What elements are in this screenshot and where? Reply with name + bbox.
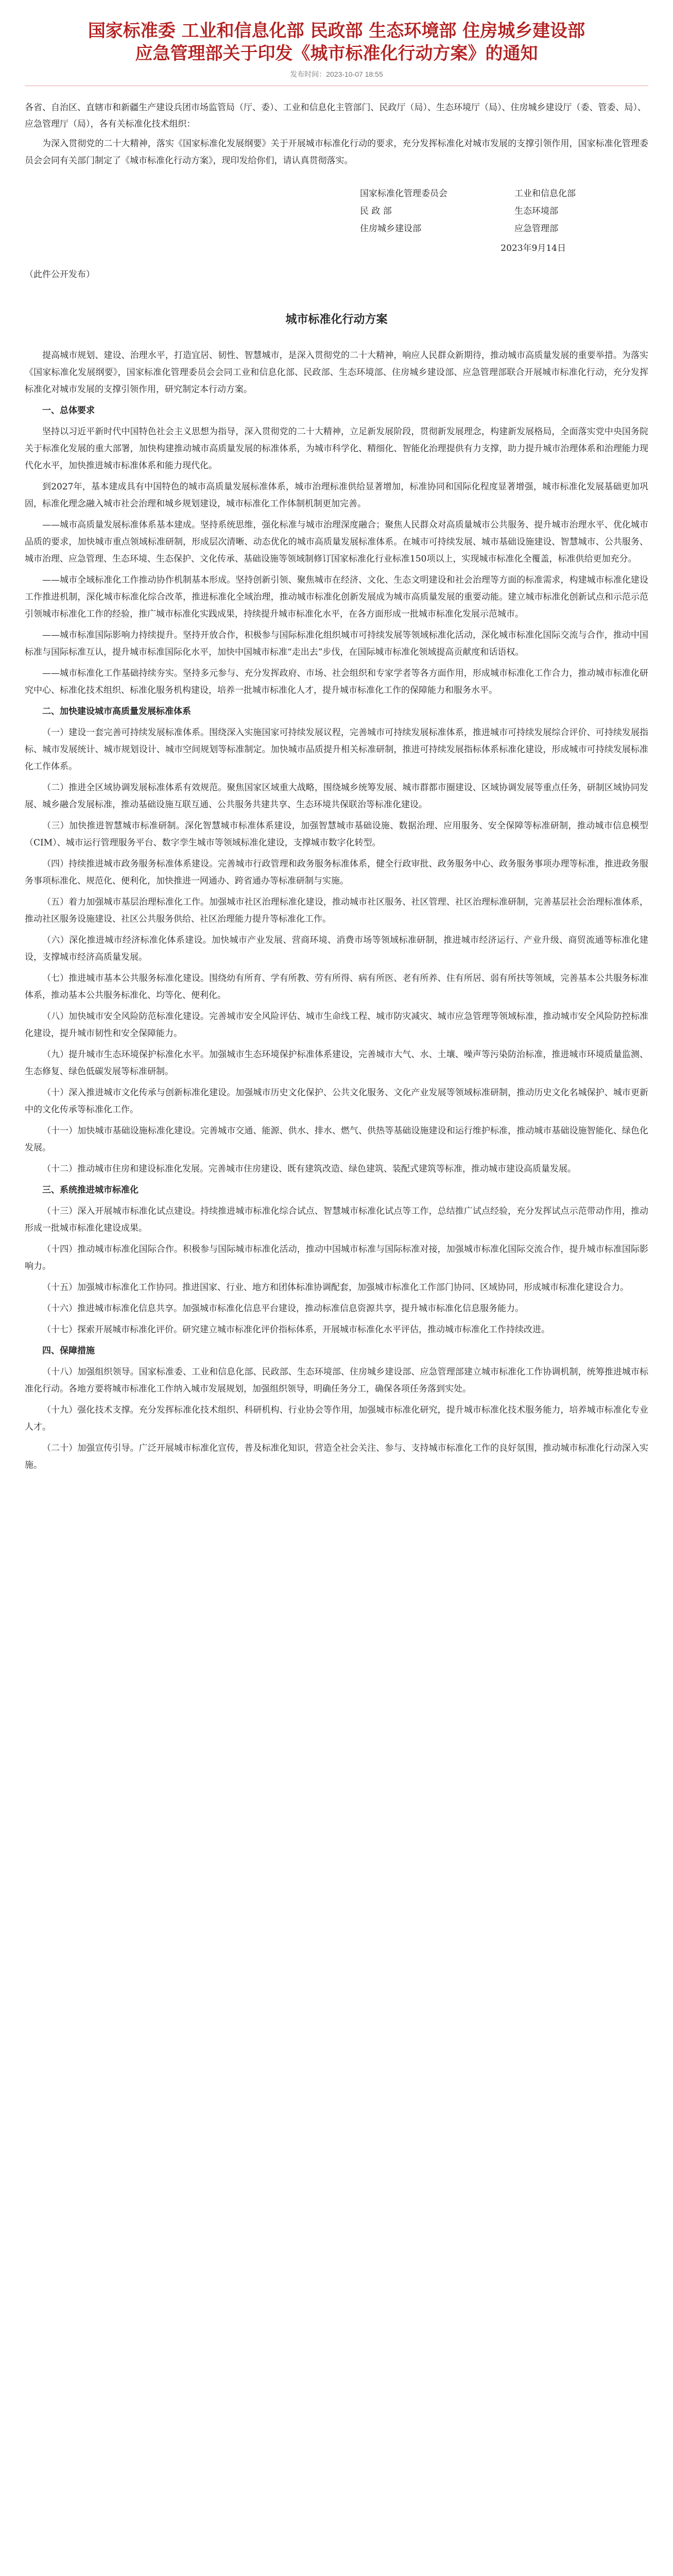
body-paragraph: （二十）加强宣传引导。广泛开展城市标准化宣传，普及标准化知识，营造全社会关注、参与、支持城市标准化工作的良好氛围，推动城市标准化行动深入实施。 (25, 1443, 648, 1470)
body-paragraph: ——城市标准化工作基础持续夯实。坚持多元参与、充分发挥政府、市场、社会组织和专家学者等各方面作用，形成城市标准化工作合力，推动城市标准化研究中心、标准化技术组织、标准化服务机构建设，培养一批城市标准化人才，提升城市标准化工作的保障能力和服务水平。 (25, 668, 648, 696)
body-paragraph: 到2027年，基本建成具有中国特色的城市高质量发展标准体系，城市治理标准供给显著增加，标准协同和国际化程度显著增强，城市标准化发展基础更加巩固，标准化理念融入城市社会治理和城乡规划建设，城市标准化工作体制机制更加完善。 (25, 482, 648, 509)
recipients: 各省、自治区、直辖市和新疆生产建设兵团市场监管局（厅、委）、工业和信息化主管部门、民政厅（局）、生态环境厅（局）、住房城乡建设厅（委、管委、局）、应急管理厅（局），各有关标准化技术组织： (25, 103, 646, 129)
document-title: 城市标准化行动方案 (285, 313, 388, 326)
body-paragraph: （八）加快城市安全风险防范标准化建设。完善城市安全风险评估、城市生命线工程、城市防灾减灾、城市应急管理等领域标准，推动城市安全风险防控标准化建设，提升城市韧性和安全保障能力。 (25, 1011, 648, 1039)
body-paragraph: （三）加快推进智慧城市标准研制。深化智慧城市标准体系建设，加强智慧城市基础设施、数据治理、应用服务、安全保障等标准研制，推动城市信息模型（CIM）、城市运行管理服务平台、数字孪生城市等领域标准化建设，支撑城市数字化转型。 (25, 821, 648, 848)
intro-paragraph: 为深入贯彻党的二十大精神，落实《国家标准化发展纲要》关于开展城市标准化行动的要求，充分发挥标准化对城市发展的支撑引领作用，国家标准化管理委员会会同有关部门制定了《城市标准化行动方案》，现印发给你们，请认真贯彻落实。 (25, 139, 648, 166)
signature-line: 民 政 部 (360, 206, 392, 216)
body-paragraph: （十九）强化技术支撑。充分发挥标准化技术组织、科研机构、行业协会等作用，加强城市标准化研究，提升城市标准化技术服务能力，培养城市标准化专业人才。 (25, 1405, 648, 1432)
body-paragraph: ——城市标准国际影响力持续提升。坚持开放合作，积极参与国际标准化组织城市可持续发展等领域标准化活动，深化城市标准化国际交流与合作，推动中国标准与国际标准互认，提升城市标准国际化水平，加快中国城市标准“走出去”步伐，在国际城市标准化领域提高贡献度和话语权。 (25, 630, 648, 657)
body-paragraph: （一）建设一套完善可持续发展标准体系。围绕深入实施国家可持续发展议程，完善城市可持续发展标准体系，推进城市可持续发展综合评价、可持续发展指标、城市发展统计、城市规划设计、城市空间规划等标准制定。加快城市品质提升相关标准研制，推进可持续发展指标体系标准化建设，形成城市可持续发展标准化工作体系。 (25, 727, 648, 772)
section-heading: 一、总体要求 (42, 405, 95, 416)
body-paragraph: （六）深化推进城市经济标准化体系建设。加快城市产业发展、营商环境、消费市场等领域标准研制，推进城市经济运行、产业升级、商贸流通等标准化建设，支撑城市经济高质量发展。 (25, 935, 648, 962)
publish-time: 发布时间：2023-10-07 18:55 (290, 70, 383, 78)
signature-line: 生态环境部 (514, 206, 558, 216)
body-paragraph: ——城市全域标准化工作推动协作机制基本形成。坚持创新引领、聚焦城市在经济、文化、生态文明建设和社会治理等方面的标准需求，构建城市标准化建设工作推进机制，深化城市标准化综合改革，推进标准化全域治理，推动城市标准化创新发展成为城市高质量发展的重要动能。建立城市标准化创新试点和示范示范引领城市标准化工作的经验，推广城市标准化实践成果，持续提升城市标准化水平，在各方面形成一批城市标准化发展示范城市。 (25, 575, 648, 619)
signature-line: 国家标准化管理委员会 (360, 189, 447, 199)
body-paragraph: （十）深入推进城市文化传承与创新标准化建设。加强城市历史文化保护、公共文化服务、文化产业发展等领域标准研制，推动历史文化名城保护、城市更新中的文化传承等标准化工作。 (25, 1088, 648, 1115)
signature-line: 应急管理部 (514, 224, 558, 234)
section-heading: 三、系统推进城市标准化 (42, 1185, 139, 1195)
body-paragraph: （九）提升城市生态环境保护标准化水平。加强城市生态环境保护标准体系建设，完善城市大气、水、土壤、噪声等污染防治标准，推进城市环境质量监测、生态修复、绿色低碳发展等标准研制。 (25, 1049, 648, 1077)
signature-column-left (360, 185, 514, 238)
body-paragraph: （四）持续推进城市政务服务标准体系建设。完善城市行政管理和政务服务标准体系，健全行政审批、政务服务中心、政务服务事项办理等标准，推进政务服务事项标准化、规范化、便利化，加快推进一网通办、跨省通办等标准研制与实施。 (25, 859, 648, 886)
body-paragraph: （十五）加强城市标准化工作协同。推进国家、行业、地方和团体标准协调配套，加强城市标准化工作部门协同、区域协同，形成城市标准化建设合力。 (42, 1282, 629, 1293)
body-paragraph: （十二）推动城市住房和建设标准化发展。完善城市住房建设、既有建筑改造、绿色建筑、装配式建筑等标准，推动城市建设高质量发展。 (42, 1164, 576, 1174)
body-paragraph: （十三）深入开展城市标准化试点建设。持续推进城市标准化综合试点、智慧城市标准化试点等工作，总结推广试点经验，充分发挥试点示范带动作用，推动形成一批城市标准化建设成果。 (25, 1206, 648, 1233)
page-title: 国家标准委 工业和信息化部 民政部 生态环境部 住房城乡建设部 应急管理部关于印发《城市标准化行动方案》的通知 (88, 21, 585, 64)
signature-line: 工业和信息化部 (514, 189, 576, 199)
body-paragraph: （十七）探索开展城市标准化评价。研究建立城市标准化评价指标体系，开展城市标准化水平评估，推动城市标准化工作持续改进。 (42, 1325, 550, 1335)
body-paragraph: （五）着力加强城市基层治理标准化工作。加强城市社区治理标准化建设，推动城市社区服务、社区管理、社区治理标准研制，完善基层社会治理标准体系，推动社区服务设施建设、社区公共服务供给、社区治理能力提升等标准化工作。 (25, 897, 648, 924)
body-paragraph: ——城市高质量发展标准体系基本建成。坚持系统思维，强化标准与城市治理深度融合；聚焦人民群众对高质量城市公共服务、提升城市治理水平、优化城市品质的要求，加快城市重点领域标准研制，形成层次清晰、动态优化的城市高质量发展标准体系。在城市可持续发展、城市基础设施建设、智慧城市、公共服务、城市治理、应急管理、生态环境、生态保护、文化传承、基础设施等领域制修订国家标准化行业标准150项以上，实现城市标准化全覆盖，标准供给更加充分。 (25, 520, 648, 564)
body-paragraph: （七）推进城市基本公共服务标准化建设。围绕幼有所育、学有所教、劳有所得、病有所医、老有所养、住有所居、弱有所扶等领域，完善基本公共服务标准体系，推动基本公共服务标准化、均等化、便利化。 (25, 973, 648, 1001)
body-paragraph: （十四）推动城市标准化国际合作。积极参与国际城市标准化活动，推动中国城市标准与国际标准对接，加强城市标准化国际交流合作，提升城市标准国际影响力。 (25, 1244, 648, 1272)
body-paragraph: 提高城市规划、建设、治理水平，打造宜居、韧性、智慧城市，是深入贯彻党的二十大精神，响应人民群众新期待，推动城市高质量发展的重要举措。为落实《国家标准化发展纲要》，国家标准化管理委员会会同工业和信息化部、民政部、生态环境部、住房城乡建设部、应急管理部联合开展城市标准化行动，充分发挥标准化对城市发展的支撑引领作用，研究制定本行动方案。 (25, 350, 648, 395)
publication-note: （此件公开发布） (25, 269, 95, 280)
body-paragraph: （二）推进全区域协调发展标准体系有效规范。聚焦国家区域重大战略，围绕城乡统筹发展、城市群都市圈建设、区域协调发展等重点任务，研制区域协同发展、城乡融合发展标准，推动基础设施互联互通、公共服务共建共享、生态环境共保联治等标准化建设。 (25, 783, 648, 810)
document-body (25, 347, 648, 1474)
signatures (25, 185, 648, 238)
issue-date: 2023年9月14日 (501, 243, 566, 253)
body-paragraph: （十一）加快城市基础设施标准化建设。完善城市交通、能源、供水、排水、燃气、供热等基础设施建设和运行维护标准，推动城市基础设施智能化、绿色化发展。 (25, 1126, 648, 1153)
signature-line: 住房城乡建设部 (360, 224, 421, 234)
body-paragraph: 坚持以习近平新时代中国特色社会主义思想为指导，深入贯彻党的二十大精神，立足新发展阶段，贯彻新发展理念，构建新发展格局，全面落实党中央国务院关于标准化发展的重大部署，加快构建推动城市高质量发展的标准体系，为城市科学化、精细化、智能化治理提供有力支撑，助力提升城市治理体系和治理能力现代化水平，加快推进城市标准体系和能力现代化。 (25, 427, 648, 471)
signature-column-right (514, 185, 648, 238)
section-heading: 二、加快建设城市高质量发展标准体系 (42, 706, 191, 717)
section-heading: 四、保障措施 (42, 1346, 95, 1356)
body-paragraph: （十六）推进城市标准化信息共享。加强城市标准化信息平台建设，推动标准信息资源共享，提升城市标准化信息服务能力。 (42, 1303, 524, 1314)
body-paragraph: （十八）加强组织领导。国家标准委、工业和信息化部、民政部、生态环境部、住房城乡建设部、应急管理部建立城市标准化工作协调机制，统筹推进城市标准化行动。各地方要将城市标准化工作纳入城市发展规划，加强组织领导，明确任务分工，确保各项任务落到实处。 (25, 1367, 648, 1394)
